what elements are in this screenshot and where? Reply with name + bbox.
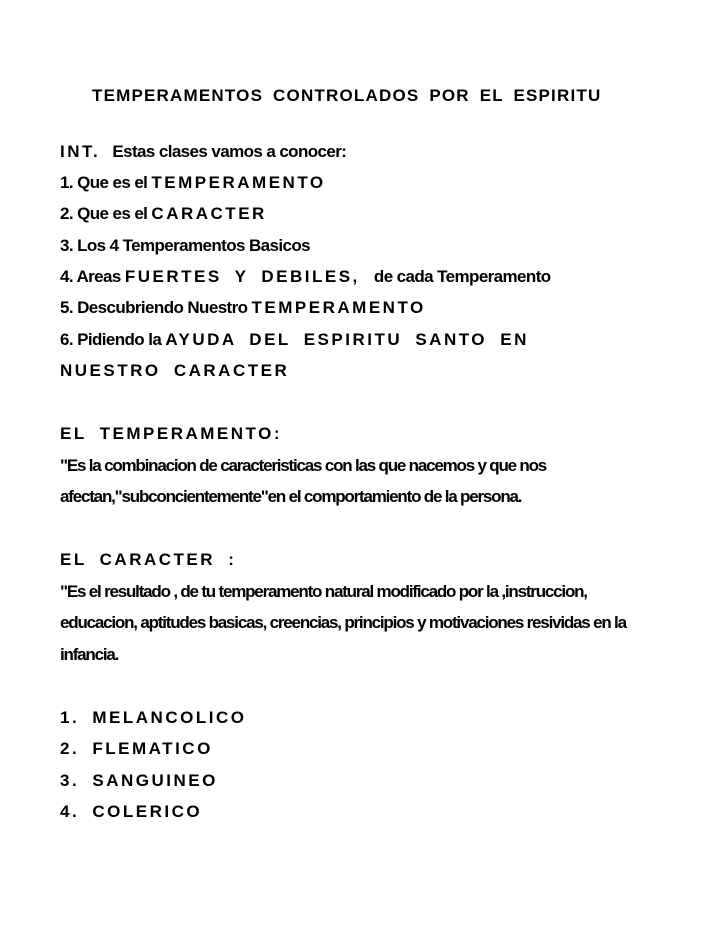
caracter-line-1: "Es el resultado , de tu temperamento natural modificado por la ,instruccion,	[60, 582, 587, 601]
temperamento-line-1: "Es la combinacion de caracteristicas con las que nacemos y que nos	[60, 456, 547, 475]
intro-line	[60, 142, 346, 162]
document-title: TEMPERAMENTOS CONTROLADOS POR EL ESPIRITU	[92, 86, 602, 105]
type-3: 3. SANGUINEO	[60, 771, 218, 790]
temperamento-line-2: afectan,"subconcientemente"en el comportamiento de la persona.	[60, 487, 522, 506]
topic-3	[60, 236, 310, 256]
intro-label: INT.	[60, 142, 101, 161]
topic-1-emphasis: TEMPERAMENTO	[151, 173, 326, 192]
topic-6-number: 6. Pidiendo la	[60, 330, 162, 349]
intro-text: Estas clases vamos a conocer:	[112, 142, 347, 161]
caracter-line-3: infancia.	[60, 645, 119, 664]
topic-6-continuation: NUESTRO CARACTER	[60, 361, 290, 380]
temperamento-heading: EL TEMPERAMENTO:	[60, 424, 282, 443]
topic-1-number: 1. Que es el	[60, 173, 148, 192]
topic-4-number: 4. Areas	[60, 267, 121, 286]
topic-3-number: 3. Los 4 Temperamentos Basicos	[60, 236, 311, 255]
topic-1	[60, 173, 326, 193]
topic-4-rest: de cada Temperamento	[373, 267, 551, 286]
topic-5	[60, 298, 426, 318]
type-2: 2. FLEMATICO	[60, 739, 213, 758]
topic-5-number: 5. Descubriendo Nuestro	[60, 298, 248, 317]
caracter-heading: EL CARACTER :	[60, 550, 237, 569]
type-4: 4. COLERICO	[60, 802, 203, 821]
topic-6-emphasis: AYUDA DEL ESPIRITU SANTO EN	[165, 330, 529, 349]
topic-5-emphasis: TEMPERAMENTO	[251, 298, 426, 317]
type-1: 1. MELANCOLICO	[60, 708, 247, 727]
topic-2-emphasis: CARACTER	[151, 204, 267, 223]
topic-4	[60, 267, 551, 287]
topic-6	[60, 330, 529, 350]
topic-2-number: 2. Que es el	[60, 204, 148, 223]
topic-2	[60, 204, 267, 224]
topic-4-emphasis: FUERTES Y DEBILES,	[124, 267, 360, 286]
caracter-line-2: educacion, aptitudes basicas, creencias, principios y motivaciones resividas en la	[60, 613, 626, 632]
